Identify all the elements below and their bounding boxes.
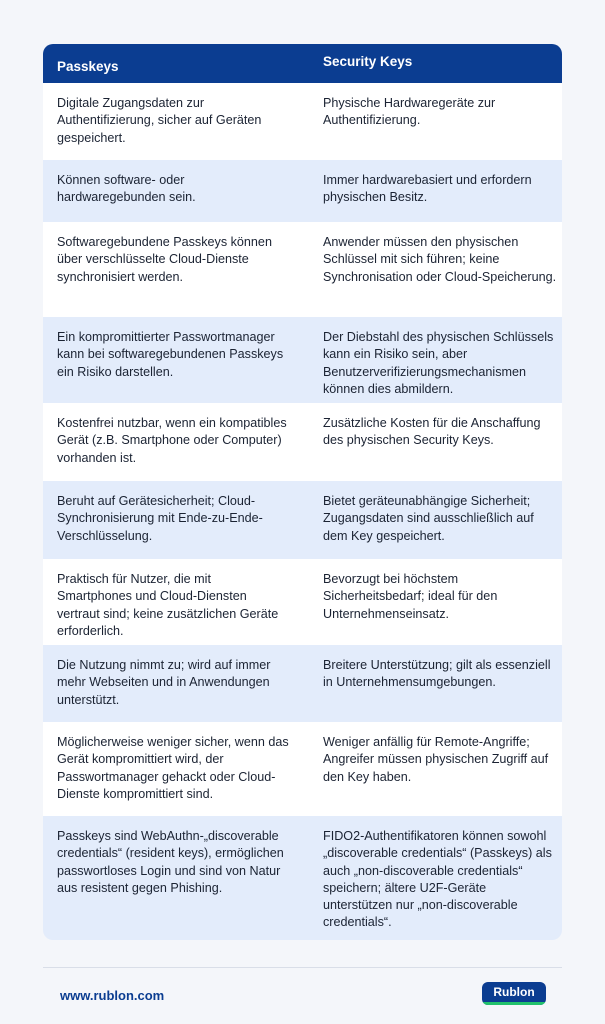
table-row — [43, 481, 562, 559]
security-keys-cell: Breitere Unterstützung; gilt als essenziell in Unternehmensumgebungen. — [323, 658, 551, 690]
table-row — [43, 559, 562, 645]
security-keys-cell: Der Diebstahl des physischen Schlüssels kann ein Risiko sein, aber Benutzerverifizierungsmechanismen können dies abmildern. — [323, 330, 554, 396]
comparison-table — [43, 44, 562, 940]
passkeys-cell: Möglicherweise weniger sicher, wenn das Gerät kompromittiert wird, der Passwortmanager gehackt oder Cloud-Dienste kompromittiert sind. — [57, 735, 289, 801]
security-keys-cell: Bevorzugt bei höchstem Sicherheitsbedarf; ideal für den Unternehmenseinsatz. — [323, 572, 498, 621]
passkeys-cell: Praktisch für Nutzer, die mit Smartphones und Cloud-Diensten vertraut sind; keine zusätzlichen Geräte erforderlich. — [57, 572, 279, 638]
rublon-logo: Rublon — [482, 982, 546, 1005]
passkeys-cell: Beruht auf Gerätesicherheit; Cloud-Synchronisierung mit Ende-zu-Ende-Verschlüsselung. — [57, 494, 263, 543]
security-keys-cell: Immer hardwarebasiert und erfordern physischen Besitz. — [323, 173, 532, 205]
footer-divider — [43, 967, 562, 968]
security-keys-cell: FIDO2-Authentifikatoren können sowohl „discoverable credentials“ (Passkeys) als auch „non-discoverable credentials“ speichern; ältere U2F-Geräte unterstützen nur „non-discoverable credentials“. — [323, 829, 552, 930]
footer-website-link[interactable]: www.rublon.com — [60, 988, 165, 1003]
table-row — [43, 83, 562, 160]
table-row — [43, 645, 562, 722]
passkeys-cell: Digitale Zugangsdaten zur Authentifizierung, sicher auf Geräten gespeichert. — [57, 96, 262, 145]
table-row — [43, 816, 562, 940]
passkeys-cell: Die Nutzung nimmt zu; wird auf immer mehr Webseiten und in Anwendungen unterstützt. — [57, 658, 271, 707]
column-header-security-keys: Security Keys — [323, 54, 413, 69]
security-keys-cell: Zusätzliche Kosten für die Anschaffung des physischen Security Keys. — [323, 416, 541, 448]
table-row — [43, 722, 562, 816]
table-row — [43, 317, 562, 403]
security-keys-cell: Anwender müssen den physischen Schlüssel mit sich führen; keine Synchronisation oder Cloud-Speicherung. — [323, 235, 557, 284]
passkeys-cell: Passkeys sind WebAuthn-„discoverable credentials“ (resident keys), ermöglichen passwortloses Login und sind von Natur aus resistent gegen Phishing. — [57, 829, 284, 895]
passkeys-cell: Ein kompromittierter Passwortmanager kann bei softwaregebundenen Passkeys ein Risiko darstellen. — [57, 330, 284, 379]
passkeys-cell: Softwaregebundene Passkeys können über verschlüsselte Cloud-Dienste synchronisiert werden. — [57, 235, 272, 284]
security-keys-cell: Weniger anfällig für Remote-Angriffe; Angreifer müssen physischen Zugriff auf den Key haben. — [323, 735, 549, 784]
table-header — [43, 44, 562, 83]
column-header-passkeys: Passkeys — [57, 59, 119, 74]
security-keys-cell: Physische Hardwaregeräte zur Authentifizierung. — [323, 96, 496, 128]
table-row — [43, 403, 562, 481]
passkeys-cell: Können software- oder hardwaregebunden sein. — [57, 173, 196, 205]
table-row — [43, 160, 562, 222]
passkeys-cell: Kostenfrei nutzbar, wenn ein kompatibles Gerät (z.B. Smartphone oder Computer) vorhanden ist. — [57, 416, 287, 465]
table-row — [43, 222, 562, 317]
security-keys-cell: Bietet geräteunabhängige Sicherheit; Zugangsdaten sind ausschließlich auf dem Key gespeichert. — [323, 494, 534, 543]
